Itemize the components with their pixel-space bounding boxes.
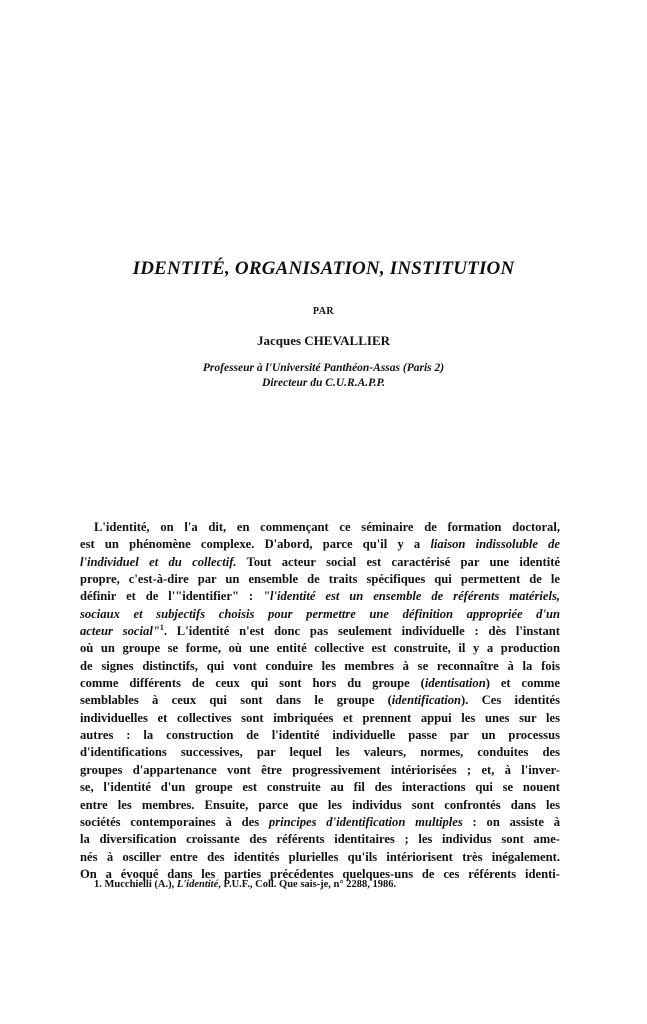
body-emphasis: "l'identité est un ensemble de référents matériels, <box>262 589 560 604</box>
body-line <box>80 554 560 571</box>
body-text-segment: la diversification croissante des référents identitaires ; les individus sont ame- <box>80 832 560 847</box>
body-emphasis: liaison indissoluble de <box>430 537 560 552</box>
body-emphasis: l'individuel et du collectif. <box>80 554 237 569</box>
body-text-segment: semblables à ceux qui sont dans le groupe ( <box>80 693 392 708</box>
author-name: Jacques CHEVALLIER <box>256 333 391 348</box>
body-text-segment: . L'identité n'est donc pas seulement individuelle : dès l'instant <box>163 624 560 639</box>
body-text-segment: sociétés contemporaines à des <box>80 814 269 829</box>
body-line <box>80 710 560 727</box>
body-line <box>80 675 560 692</box>
affiliation-line-2: Directeur du C.U.R.A.P.P. <box>262 377 385 389</box>
body-line <box>80 519 560 536</box>
body-text-segment: On a évoqué dans les parties précédentes quelques-uns de ces référents identi- <box>80 866 560 881</box>
body-line <box>80 640 560 657</box>
body-text-segment: ) et comme <box>485 676 560 691</box>
body-line <box>80 692 560 709</box>
body-line <box>80 588 560 605</box>
body-line <box>80 797 560 814</box>
body-line <box>80 623 560 640</box>
body-line <box>80 536 560 553</box>
body-line <box>80 571 560 588</box>
body-emphasis: sociaux et subjectifs choisis pour permettre une définition appropriée d'un <box>80 606 560 621</box>
body-text-segment: d'identifications successives, par lequel les valeurs, normes, conduites des <box>80 745 560 760</box>
body-text-segment: ). Ces identités <box>461 693 560 708</box>
body-paragraph <box>80 519 560 883</box>
body-text-segment: propre, c'est-à-dire par un ensemble de traits spécifiques qui permettent de le <box>80 572 560 587</box>
body-text-segment: définir et de l'"identifier" : <box>80 589 263 604</box>
body-text-segment: nés à osciller entre des identités plurielles qu'ils intériorisent très inégalement. <box>80 849 560 864</box>
affiliation-line-1: Professeur à l'Université Panthéon-Assas (Paris 2) <box>202 362 445 374</box>
body-line <box>80 727 560 744</box>
body-text-segment: se, l'identité d'un groupe est construite au fil des interactions qui se nouent <box>80 780 560 795</box>
footnote-title: L'identité <box>176 879 219 890</box>
body-text-segment: comme différents de ceux qui sont hors du groupe ( <box>80 676 425 691</box>
body-text-segment: autres : la construction de l'identité individuelle passe par un processus <box>80 728 560 743</box>
body-line <box>80 606 560 623</box>
footnote-details: , P.U.F., Coll. Que sais-je, n° 2288, 1986. <box>218 879 397 890</box>
body-text-segment: de signes distinctifs, qui vont conduire les membres à se reconnaître à la fois <box>80 658 560 673</box>
article-title: IDENTITÉ, ORGANISATION, INSTITUTION <box>132 258 515 279</box>
author-affiliation <box>0 361 647 391</box>
body-emphasis: acteur social" <box>80 624 160 639</box>
body-emphasis: identification <box>391 693 462 708</box>
body-line <box>80 744 560 761</box>
by-line: PAR <box>312 306 335 317</box>
body-text-segment: individuelles et collectives sont imbriquées et prennent appui les unes sur les <box>80 710 560 725</box>
body-line <box>80 849 560 866</box>
footnote-number: 1. Mucchielli (A.), <box>94 879 177 890</box>
body-emphasis: principes d'identification multiples <box>268 814 463 829</box>
body-text-segment: Tout acteur social est caractérisé par une identité <box>236 554 560 569</box>
body-text-segment: : on assiste à <box>462 814 560 829</box>
body-text-segment: groupes d'appartenance vont être progressivement intériorisées ; et, à l'inver- <box>80 762 560 777</box>
body-line <box>80 779 560 796</box>
footnote-ref: 1 <box>159 623 164 632</box>
body-text-segment: est un phénomène complexe. D'abord, parce qu'il y a <box>80 537 431 552</box>
body-line <box>80 658 560 675</box>
body-line <box>80 762 560 779</box>
body-text-segment: entre les membres. Ensuite, parce que les individus sont confrontés dans les <box>80 797 560 812</box>
footnote <box>94 879 564 890</box>
body-emphasis: identisation <box>424 676 486 691</box>
body-line <box>80 831 560 848</box>
body-line <box>80 814 560 831</box>
body-text-segment: où un groupe se forme, où une entité collective est construite, il y a production <box>80 641 560 656</box>
body-text-segment: L'identité, on l'a dit, en commençant ce séminaire de formation doctoral, <box>94 520 560 534</box>
